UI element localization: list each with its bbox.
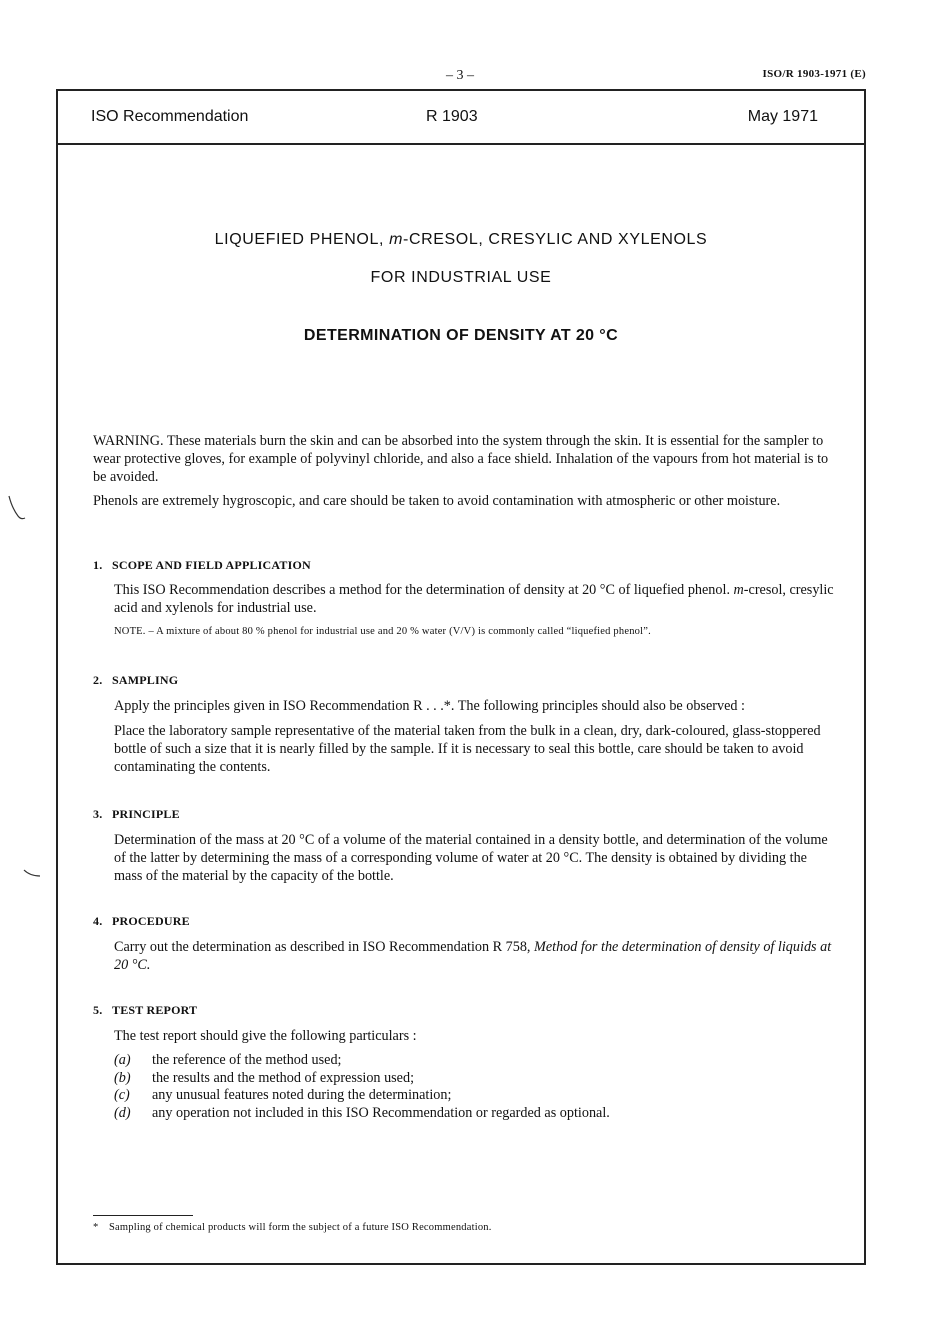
- section-4-heading: 4. PROCEDURE: [93, 914, 190, 928]
- section-4-text: Carry out the determination as described in ISO Recommendation R 758, Method for the determination of density of liquids at 20 °C.: [114, 939, 832, 973]
- title-line-1: LIQUEFIED PHENOL, m-CRESOL, CRESYLIC AND XYLENOLS: [214, 231, 708, 248]
- section-3-heading: 3. PRINCIPLE: [93, 807, 180, 821]
- section-5-intro: The test report should give the following particulars :: [114, 1028, 417, 1044]
- hygroscopic-paragraph: Phenols are extremely hygroscopic, and care should be taken to avoid contamination with atmospheric or other moisture.: [93, 493, 781, 509]
- section-2-heading: 2. SAMPLING: [93, 673, 179, 687]
- margin-mark: [22, 862, 42, 892]
- header-date: May 1971: [747, 108, 818, 125]
- title-line-3: DETERMINATION OF DENSITY AT 20 °C: [303, 327, 619, 344]
- list-item: (d) any operation not included in this ISO Recommendation or regarded as optional.: [114, 1104, 610, 1121]
- margin-mark: [6, 494, 26, 524]
- header-divider: [58, 143, 864, 145]
- section-2-text-2: Place the laboratory sample representative of the material taken from the bulk in a clean, dry, dark-coloured, glass-stoppered bottle of such a size that it is nearly filled by the sample. If it is necessary to seal this bottle, care should be taken to avoid contaminating the contents.: [114, 723, 821, 775]
- footnote: * Sampling of chemical products will form the subject of a future ISO Recommendation.: [93, 1222, 492, 1233]
- test-report-list: [114, 1052, 610, 1122]
- list-item: (a) the reference of the method used;: [114, 1052, 342, 1068]
- list-item: (c) any unusual features noted during the determination;: [114, 1087, 452, 1103]
- warning-paragraph: WARNING. These materials burn the skin and can be absorbed into the system through the skin. It is essential for the sampler to wear protective gloves, for example of polyvinyl chloride, and also a face shield. Inhalation of the vapours from hot material is to be avoided.: [93, 433, 829, 485]
- section-1-note: NOTE. – A mixture of about 80 % phenol for industrial use and 20 % water (V/V) is commonly called “liquefied phenol”.: [114, 626, 651, 637]
- footnote-divider: [93, 1215, 193, 1216]
- section-3-text: Determination of the mass at 20 °C of a volume of the material contained in a density bottle, and determination of the volume of the latter by determining the mass of a corresponding volume of water at 20 °C. The density is obtained by dividing the mass of the material by the capacity of the bottle.: [114, 832, 828, 884]
- section-1-heading: 1. SCOPE AND FIELD APPLICATION: [93, 558, 311, 572]
- page-frame: [56, 89, 866, 1265]
- page-number: – 3 –: [446, 68, 474, 83]
- header-recommendation-number: R 1903: [426, 108, 478, 125]
- section-2-text-1: Apply the principles given in ISO Recommendation R . . .*. The following principles should also be observed :: [114, 698, 745, 714]
- title-line-2: FOR INDUSTRIAL USE: [370, 269, 552, 286]
- section-1-text: This ISO Recommendation describes a method for the determination of density at 20 °C of liquefied phenol. m-cresol, cresylic acid and xylenols for industrial use.: [114, 582, 834, 616]
- document-reference: ISO/R 1903-1971 (E): [762, 68, 866, 80]
- list-item: (b) the results and the method of expression used;: [114, 1069, 415, 1086]
- header-standard-type: ISO Recommendation: [91, 108, 249, 125]
- section-5-heading: 5. TEST REPORT: [93, 1003, 198, 1017]
